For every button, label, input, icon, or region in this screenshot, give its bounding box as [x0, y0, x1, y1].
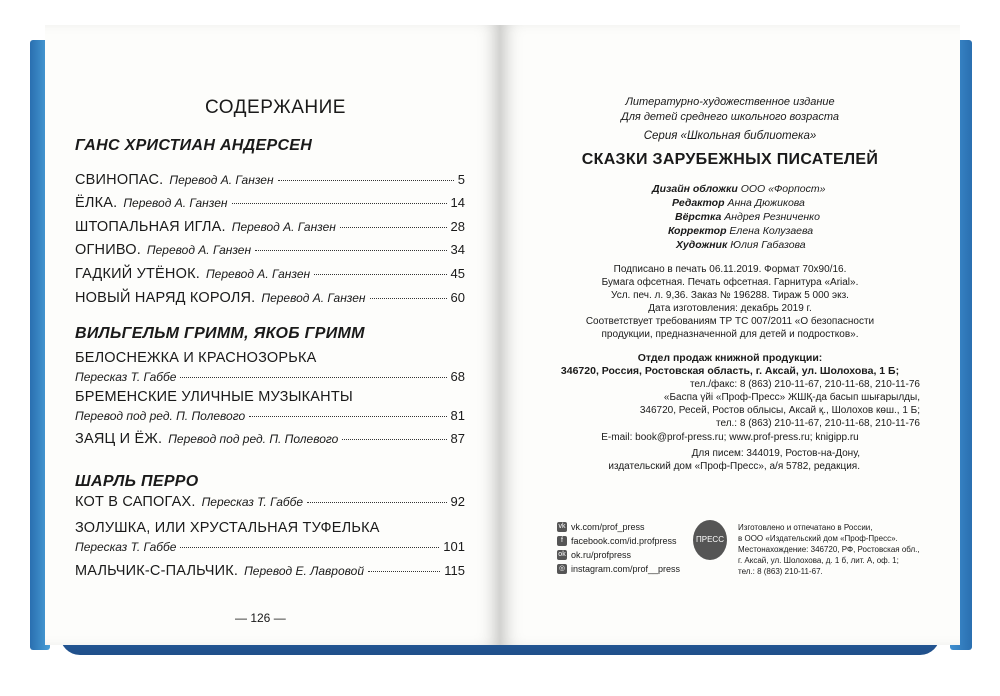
entry-translator: Перевод А. Ганзен [146, 243, 252, 257]
toc-entry [75, 408, 465, 423]
manufacturer-block [738, 522, 920, 577]
entry-page: 92 [450, 494, 465, 509]
entry-page: 68 [450, 369, 465, 384]
leader-dots [232, 203, 447, 204]
facebook-icon: f [557, 536, 567, 546]
sales-line: «Баспа үйі «Проф-Пресс» ЖШҚ-дa басып шығарылды, [663, 392, 920, 403]
entry-translator: Перевод под ред. П. Полевого [75, 409, 246, 423]
entry-translator: Перевод под ред. П. Полевого [168, 432, 339, 446]
entry-title: ШТОПАЛЬНАЯ ИГЛА. [75, 219, 226, 235]
social-link-text: vk.com/prof_press [571, 522, 645, 532]
imprint-block [520, 263, 940, 341]
sales-line: тел.: 8 (863) 210-11-67, 210-11-68, 210-11-76 [716, 418, 920, 429]
entry-page: 28 [450, 219, 465, 234]
entry-translator: Пересказ Т. Габбе [75, 540, 177, 554]
toc-entry [75, 195, 465, 211]
credit-name: Андрея Резниченко [724, 211, 820, 223]
entry-page: 45 [450, 266, 465, 281]
imprint-line: Бумага офсетная. Печать офсетная. Гарнитура «Arial». [601, 277, 859, 288]
sales-header: Отдел продаж книжной продукции: [637, 352, 823, 364]
letters-block [560, 447, 860, 473]
ok-icon: ok [558, 551, 566, 558]
imprint-line: Подписано в печать 06.11.2019. Формат 70х90/16. [613, 264, 847, 275]
social-link-instagram[interactable] [557, 564, 680, 574]
credit-proofreader [668, 225, 813, 237]
leader-dots [307, 502, 446, 503]
sales-address: 346720, Россия, Ростовская область, г. Аксай, ул. Шолохова, 1 Б; [560, 365, 900, 377]
entry-title: ЁЛКА. [75, 195, 118, 211]
entry-page: 87 [450, 431, 465, 446]
instagram-icon: ◎ [558, 565, 566, 572]
entry-title: СВИНОПАС. [75, 172, 164, 188]
email-line: E-mail: book@prof-press.ru; www.prof-press.ru; knigipp.ru [601, 432, 859, 443]
entry-title: ОГНИВО. [75, 242, 141, 258]
imprint-line: продукции, предназначенной для детей и подростков». [601, 329, 859, 340]
entry-title: ГАДКИЙ УТЁНОК. [75, 266, 200, 282]
social-link-text: ok.ru/profpress [571, 550, 632, 560]
entry-title: НОВЫЙ НАРЯД КОРОЛЯ. [75, 290, 256, 306]
toc-entry [75, 219, 465, 235]
entry-translator: Пересказ Т. Габбе [201, 495, 304, 509]
credit-role: Корректор [668, 225, 727, 237]
audience-line: Для детей среднего школьного возраста [620, 111, 840, 123]
leader-dots [180, 547, 439, 548]
entry-translator: Перевод А. Ганзен [261, 291, 366, 305]
social-link-ok[interactable] [557, 550, 631, 560]
leader-dots [255, 250, 446, 251]
leader-dots [368, 571, 440, 572]
manufacturer-line: г. Аксай, ул. Шолохова, д. 1 б, лит. А, оф. 1; [738, 556, 899, 565]
entry-translator: Перевод А. Ганзен [205, 267, 311, 281]
author-heading: ВИЛЬГЕЛЬМ ГРИММ, ЯКОБ ГРИММ [75, 325, 365, 342]
toc-entry [75, 242, 465, 258]
leader-dots [340, 227, 447, 228]
entry-page: 81 [450, 408, 465, 423]
sales-block [590, 378, 920, 430]
toc-entry [75, 172, 465, 188]
entry-page: 34 [450, 242, 465, 257]
toc-entry [75, 494, 465, 510]
leader-dots [342, 439, 446, 440]
manufacturer-line: в ООО «Издательский дом «Проф-Пресс». [738, 534, 898, 543]
toc-entry [75, 563, 465, 579]
letters-line: Для писем: 344019, Ростов-на-Дону, [691, 448, 860, 459]
toc-entry [75, 266, 465, 282]
manufacturer-line: Изготовлено и отпечатано в России, [738, 523, 873, 532]
entry-translator: Пересказ Т. Габбе [75, 370, 177, 384]
social-link-text: instagram.com/prof__press [571, 564, 681, 574]
author-heading: ШАРЛЬ ПЕРРО [75, 473, 199, 490]
entry-title: БЕЛОСНЕЖКА И КРАСНОЗОРЬКА [75, 350, 317, 366]
sales-line: тел./факс: 8 (863) 210-11-67, 210-11-68, 210-11-76 [689, 379, 920, 390]
entry-page: 101 [443, 539, 465, 554]
social-link-text: facebook.com/id.profpress [571, 536, 677, 546]
series-line: Серия «Школьная библиотека» [643, 130, 817, 142]
credit-editor [672, 197, 805, 209]
toc-entry [75, 539, 465, 554]
credit-role: Дизайн обложки [652, 183, 738, 195]
author-heading: ГАНС ХРИСТИАН АНДЕРСЕН [75, 137, 313, 154]
letters-line: издательский дом «Проф-Пресс», а/я 5782, редакция. [608, 461, 860, 472]
imprint-line: Усл. печ. л. 9,36. Заказ № 196288. Тираж 5 000 экз. [611, 290, 849, 301]
entry-translator: Перевод А. Ганзен [231, 220, 336, 234]
social-link-vk[interactable] [557, 522, 645, 532]
entry-title: ЗАЯЦ И ЁЖ. [75, 431, 163, 447]
credit-name: Юлия Габазова [730, 239, 806, 251]
imprint-line: Соответствует требованиям ТР ТС 007/2011 «О безопасности [585, 316, 875, 327]
entry-title: БРЕМЕНСКИЕ УЛИЧНЫЕ МУЗЫКАНТЫ [75, 389, 353, 405]
entry-title: КОТ В САПОГАХ. [75, 494, 196, 510]
credit-layout [675, 211, 820, 223]
entry-page: 115 [444, 563, 465, 578]
publisher-logo: ПРЕСС [693, 520, 727, 560]
entry-title: МАЛЬЧИК-С-ПАЛЬЧИК. [75, 563, 239, 579]
entry-page: 14 [450, 195, 465, 210]
credit-design [652, 183, 825, 195]
leader-dots [314, 274, 446, 275]
credit-role: Художник [676, 239, 728, 251]
manufacturer-line: тел.: 8 (863) 210-11-67. [738, 567, 823, 576]
toc-entry [75, 431, 465, 447]
credit-name: Анна Дюжикова [727, 197, 805, 209]
toc-entry [75, 369, 465, 384]
leader-dots [278, 180, 454, 181]
leader-dots [180, 377, 446, 378]
page-number: — 126 — [235, 611, 286, 625]
entry-title: ЗОЛУШКА, ИЛИ ХРУСТАЛЬНАЯ ТУФЕЛЬКА [75, 520, 380, 536]
entry-translator: Перевод А. Ганзен [123, 196, 228, 210]
manufacturer-line: Местонахождение: 346720, РФ, Ростовская обл., [738, 545, 920, 554]
entry-translator: Перевод А. Ганзен [169, 173, 274, 187]
entry-page: 60 [450, 290, 465, 305]
social-link-facebook[interactable] [557, 536, 677, 546]
credit-role: Вёрстка [675, 211, 722, 223]
leader-dots [370, 298, 447, 299]
toc-title: СОДЕРЖАНИЕ [205, 97, 346, 118]
genre-line: Литературно-художественное издание [625, 96, 835, 108]
credit-name: ООО «Форпост» [740, 183, 826, 195]
entry-page: 5 [457, 172, 465, 187]
imprint-line: Дата изготовления: декабрь 2019 г. [648, 303, 812, 314]
leader-dots [249, 416, 446, 417]
book-title: СКАЗКИ ЗАРУБЕЖНЫХ ПИСАТЕЛЕЙ [581, 151, 879, 168]
toc-entry [75, 290, 465, 306]
credit-name: Елена Колузаева [729, 225, 814, 237]
credit-illustrator [676, 239, 806, 251]
credit-role: Редактор [672, 197, 725, 209]
sales-line: 346720, Ресей, Ростов облысы, Аксай қ., Шолохов көш., 1 Б; [639, 405, 920, 416]
entry-translator: Перевод Е. Лавровой [244, 564, 364, 578]
vk-icon: vk [558, 523, 566, 530]
